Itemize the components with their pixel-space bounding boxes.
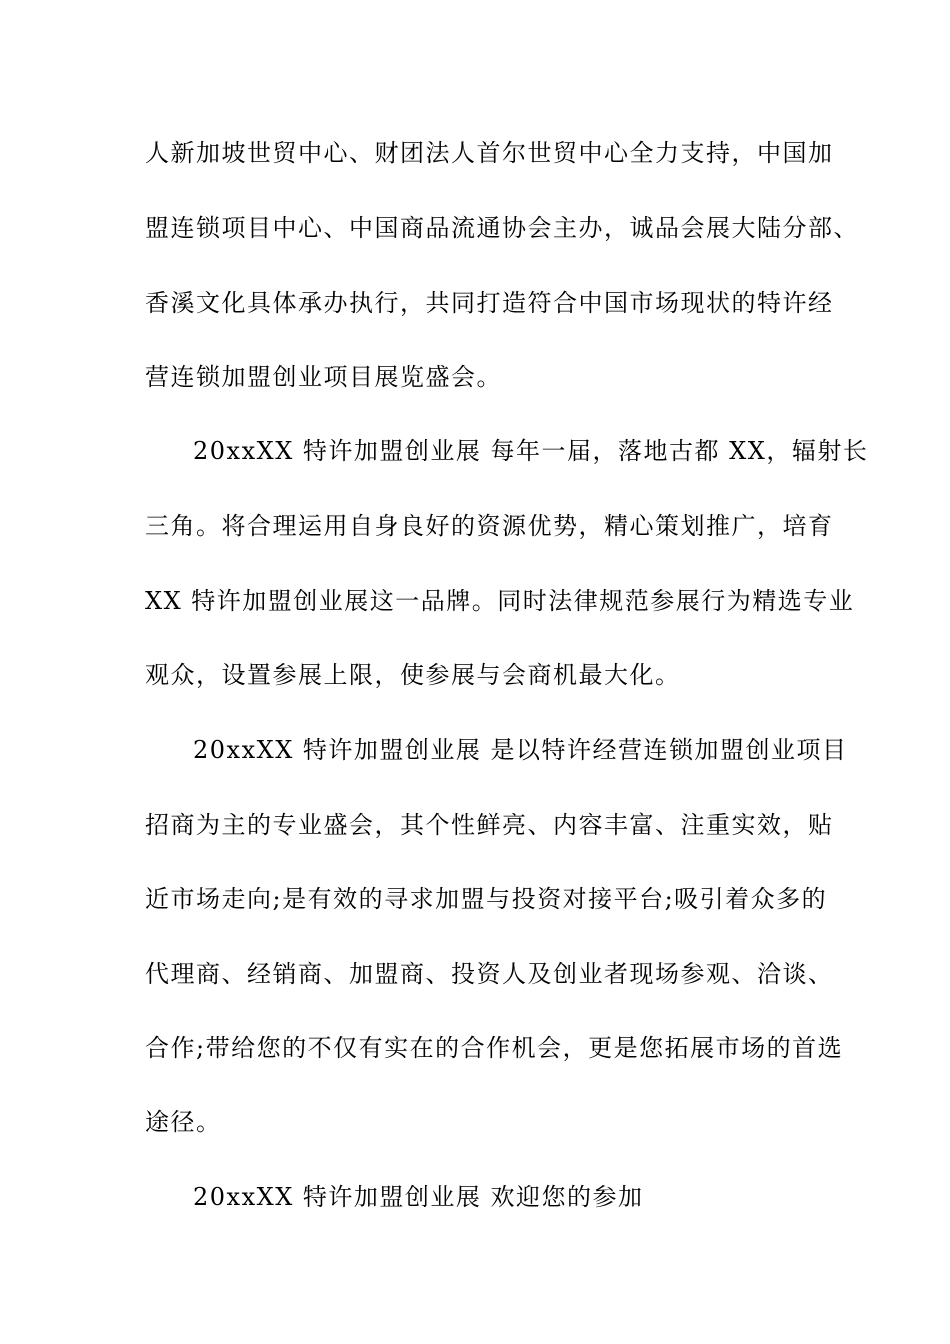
paragraph-2-line-4: 观众，设置参展上限，使参展与会商机最大化。: [145, 661, 681, 689]
paragraph-1-line-3: 香溪文化具体承办执行，共同打造符合中国市场现状的特许经: [145, 289, 834, 317]
paragraph-2-line-3: XX 特许加盟创业展这一品牌。同时法律规范参展行为精选专业: [145, 587, 855, 615]
paragraph-4-line-1: 20xxXX 特许加盟创业展 欢迎您的参加: [193, 1183, 644, 1211]
paragraph-3-line-2: 招商为主的专业盛会，其个性鲜亮、内容丰富、注重实效，贴: [145, 811, 834, 839]
paragraph-1-line-2: 盟连锁项目中心、中国商品流通协会主办，诚品会展大陆分部、: [145, 214, 859, 242]
paragraph-1-line-4: 营连锁加盟创业项目展览盛会。: [145, 363, 502, 391]
paragraph-2-line-2: 三角。将合理运用自身良好的资源优势，精心策划推广，培育: [145, 512, 834, 540]
paragraph-3-line-1: 20xxXX 特许加盟创业展 是以特许经营连锁加盟创业项目: [193, 736, 848, 764]
paragraph-3-line-4: 代理商、经销商、加盟商、投资人及创业者现场参观、洽谈、: [145, 960, 834, 988]
paragraph-1-line-1: 人新加坡世贸中心、财团法人首尔世贸中心全力支持，中国加: [145, 139, 834, 167]
paragraph-3-line-5: 合作;带给您的不仅有实在的合作机会，更是您拓展市场的首选: [145, 1034, 844, 1062]
paragraph-3-line-6: 途径。: [145, 1108, 222, 1136]
paragraph-2-line-1: 20xxXX 特许加盟创业展 每年一届，落地古都 XX，辐射长: [193, 437, 869, 465]
paragraph-3-line-3: 近市场走向;是有效的寻求加盟与投资对接平台;吸引着众多的: [145, 885, 828, 913]
